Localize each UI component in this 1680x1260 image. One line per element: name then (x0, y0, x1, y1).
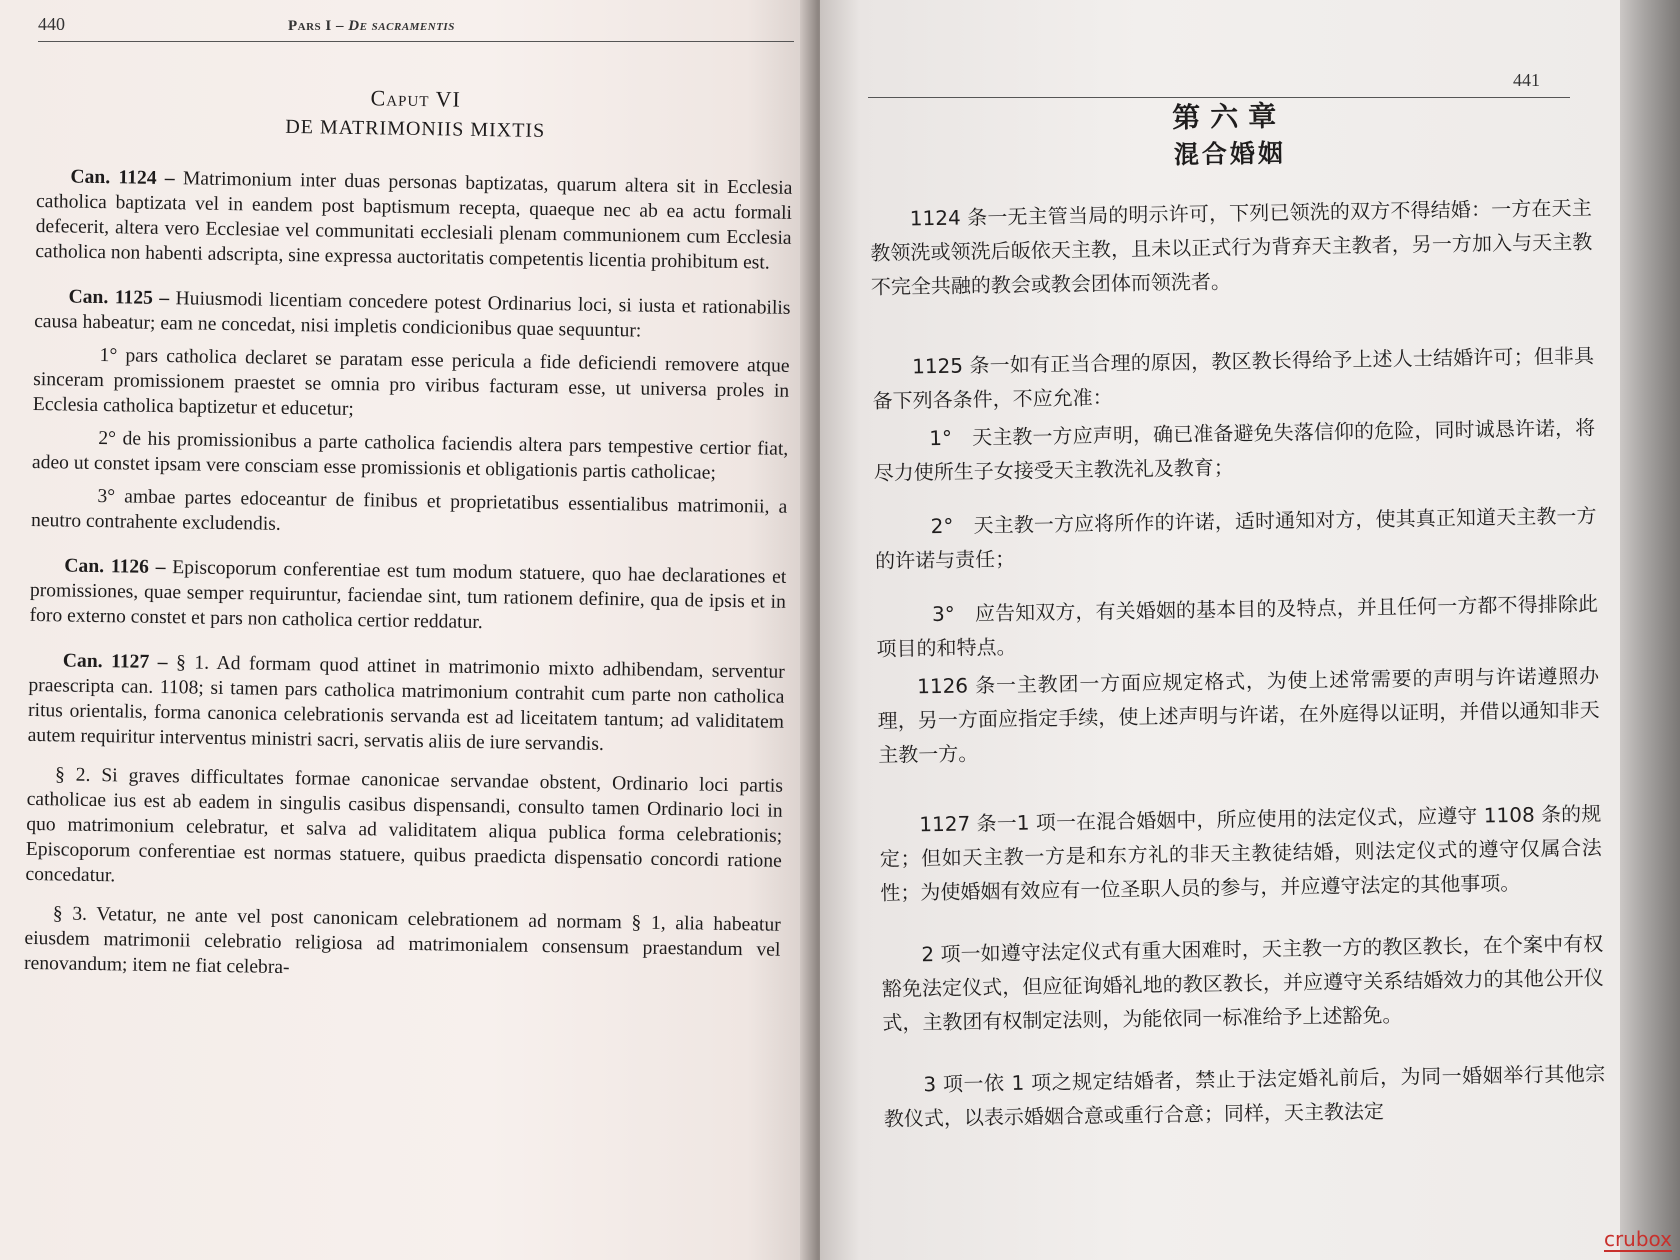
condition-3: 3° ambae partes edoceantur de finibus et proprietatibus essentialibus matrimonii, a neutro contrahente excludendis. (30, 485, 788, 535)
cn-condition-1: 1° 天主教一方应声明，确已准备避免失落信仰的危险，同时诚恳许诺，将尽力使所生子女接受天主教洗礼及教育； (873, 415, 1596, 485)
cn-canon-1126: 1126 条一主教团一方面应规定格式，为使上述常需要的声明与许诺遵照办理，另一方面应指定手续，使上述声明与许诺，在外庭得以证明，并借以通知非天主教一方。 (877, 663, 1600, 767)
canon-text: § 1. Ad formam quod attinet in matrimonio mixto adhibendam, serventur praescripta can. 1108; si tamen pars catholica matrimonium contrahit cum parte non catholica ritus orientalis, forma canonica celebrationis servanda est ad liceitatem tantum; ad validitatem autem requiritur interventus ministri sacri, servatis aliis de iure servandis. (27, 652, 785, 755)
latin-text-block (24, 78, 794, 988)
canon-text: Matrimonium inter duas personas baptizatas, quarum altera sit in Ecclesia catholica baptizata vel in eandem post baptismum recepta, quaeque nec ab ea actu formali defecerit, altera vero Ecclesiae vel communitati ecclesiali plenam communionem cum Ecclesia catholica non habenti adscripta, sine expressa auctoritatis competentis licentia prohibitum est. (35, 168, 793, 274)
canon-text: Episcoporum conferentiae est tum modum statuere, quo hae declarationes et promissiones, quae semper requiruntur, faciendae sint, tum rationem definire, qua de ipsis et in foro externo constet et pars non catholica certior reddatur. (29, 557, 787, 634)
condition-1: 1° pars catholica declaret se paratam esse pericula a fide deficiendi removere atque sinceram promissionem praestet se omnia pro viribus facturam esse, ut universa proles in Ecclesia catholica baptizetur et educetur; (32, 345, 790, 420)
canon-text: Huiusmodi licentiam concedere potest Ordinarius loci, si iusta et rationabilis causa habeatur; eam ne concedat, nisi impletis condicionibus quae sequuntur: (34, 288, 791, 342)
right-page-number: 441 (1513, 70, 1540, 90)
canon-1125 (34, 284, 791, 346)
left-running-head (38, 14, 794, 42)
canon-label: Can. 1126 – (64, 555, 166, 579)
paragraph-2: § 2. Si graves difficultates formae canonicae servandae obstent, Ordinario loci partis catholicae ius est ab eadem in singulis casibus dispensandi, consulto tamen Ordinario loci in quo matrimonium celebratur, et salva ad validitatem aliqua publica forma celebrationis; Episcoporum conferentiae est normas statuere, quibus praedicta dispensatio concordi ratione concedatur. (25, 764, 784, 887)
left-page (0, 0, 812, 1260)
cn-canon-1124: 1124 条一无主管当局的明示许可，下列已领洗的双方不得结婚：一方在天主教领洗或领洗后皈依天主教，且未以正式行为背弃天主教者，另一方加入与天主教不完全共融的教会或教会团体而领洗者。 (870, 195, 1593, 299)
cn-condition-3: 3° 应告知双方，有关婚姻的基本目的及特点，并且任何一方都不得排除此项目的和特点。 (876, 591, 1599, 661)
left-running-title (288, 18, 455, 35)
canon-label: Can. 1125 – (68, 286, 170, 310)
canon-1127 (27, 648, 784, 760)
chinese-text-block (868, 93, 1606, 1136)
chinese-chapter-heading (868, 93, 1591, 178)
cn-paragraph-3: 3 项一依 1 项之规定结婚者，禁止于法定婚礼前后，为同一婚姻举行其他宗教仪式，以表示婚姻合意或重行合意；同样，天主教法定 (883, 1061, 1606, 1131)
running-title-prefix: Pars I – (288, 18, 349, 34)
chinese-chapter-title: 混合婚姻 (1173, 138, 1287, 170)
cn-condition-2: 2° 天主教一方应将所作的许诺，适时通知对方，使其真正知道天主教一方的许诺与责任； (874, 503, 1597, 573)
cn-canon-1127: 1127 条一1 项一在混合婚姻中，所应使用的法定仪式，应遵守 1108 条的规定；但如天主教一方是和东方礼的非天主教徒结婚，则法定仪式的遵守仅属合法性；为使婚姻有效应有一位圣职人员的参与，并应遵守法定的其他事项。 (879, 801, 1602, 905)
paragraph-3: § 3. Vetatur, ne ante vel post canonicam celebrationem ad normam § 1, alia habeatur eiusdem matrimonii celebratio religiosa ad matrimonialem consensum praestandum vel renovandum; item ne fiat celebra- (23, 903, 781, 979)
canon-1124 (35, 164, 792, 276)
canon-label: Can. 1127 – (62, 650, 168, 674)
latin-chapter-title: DE MATRIMONIIS MIXTIS (285, 115, 546, 142)
canon-1126 (29, 553, 786, 640)
running-title-italic: De sacramentis (348, 18, 455, 34)
latin-chapter-heading (37, 78, 794, 150)
cn-paragraph-2: 2 项一如遵守法定仪式有重大困难时，天主教一方的教区教长，在个案中有权豁免法定仪式，但应征询婚礼地的教区教长，并应遵守关系结婚效力的其他公开仪式，主教团有权制定法则，为能依同一标准给予上述豁免。 (881, 931, 1605, 1035)
condition-2: 2° de his promissionibus a parte catholica faciendis altera pars tempestive certior fiat, adeo ut constet ipsam vere consciam esse promissionis et obligationis partis catholicae; (31, 427, 789, 484)
right-page (820, 0, 1620, 1260)
page-edge (1620, 0, 1680, 1260)
latin-chapter-label: Caput VI (370, 85, 461, 112)
left-page-number: 440 (38, 14, 65, 34)
canon-label: Can. 1124 – (70, 166, 175, 190)
cn-canon-1125: 1125 条一如有正当合理的原因，教区教长得给予上述人士结婚许可；但非具备下列各条件，不应允准： (872, 343, 1595, 413)
chinese-chapter-label: 第六章 (1171, 99, 1287, 135)
watermark: crubox (1603, 1227, 1672, 1251)
